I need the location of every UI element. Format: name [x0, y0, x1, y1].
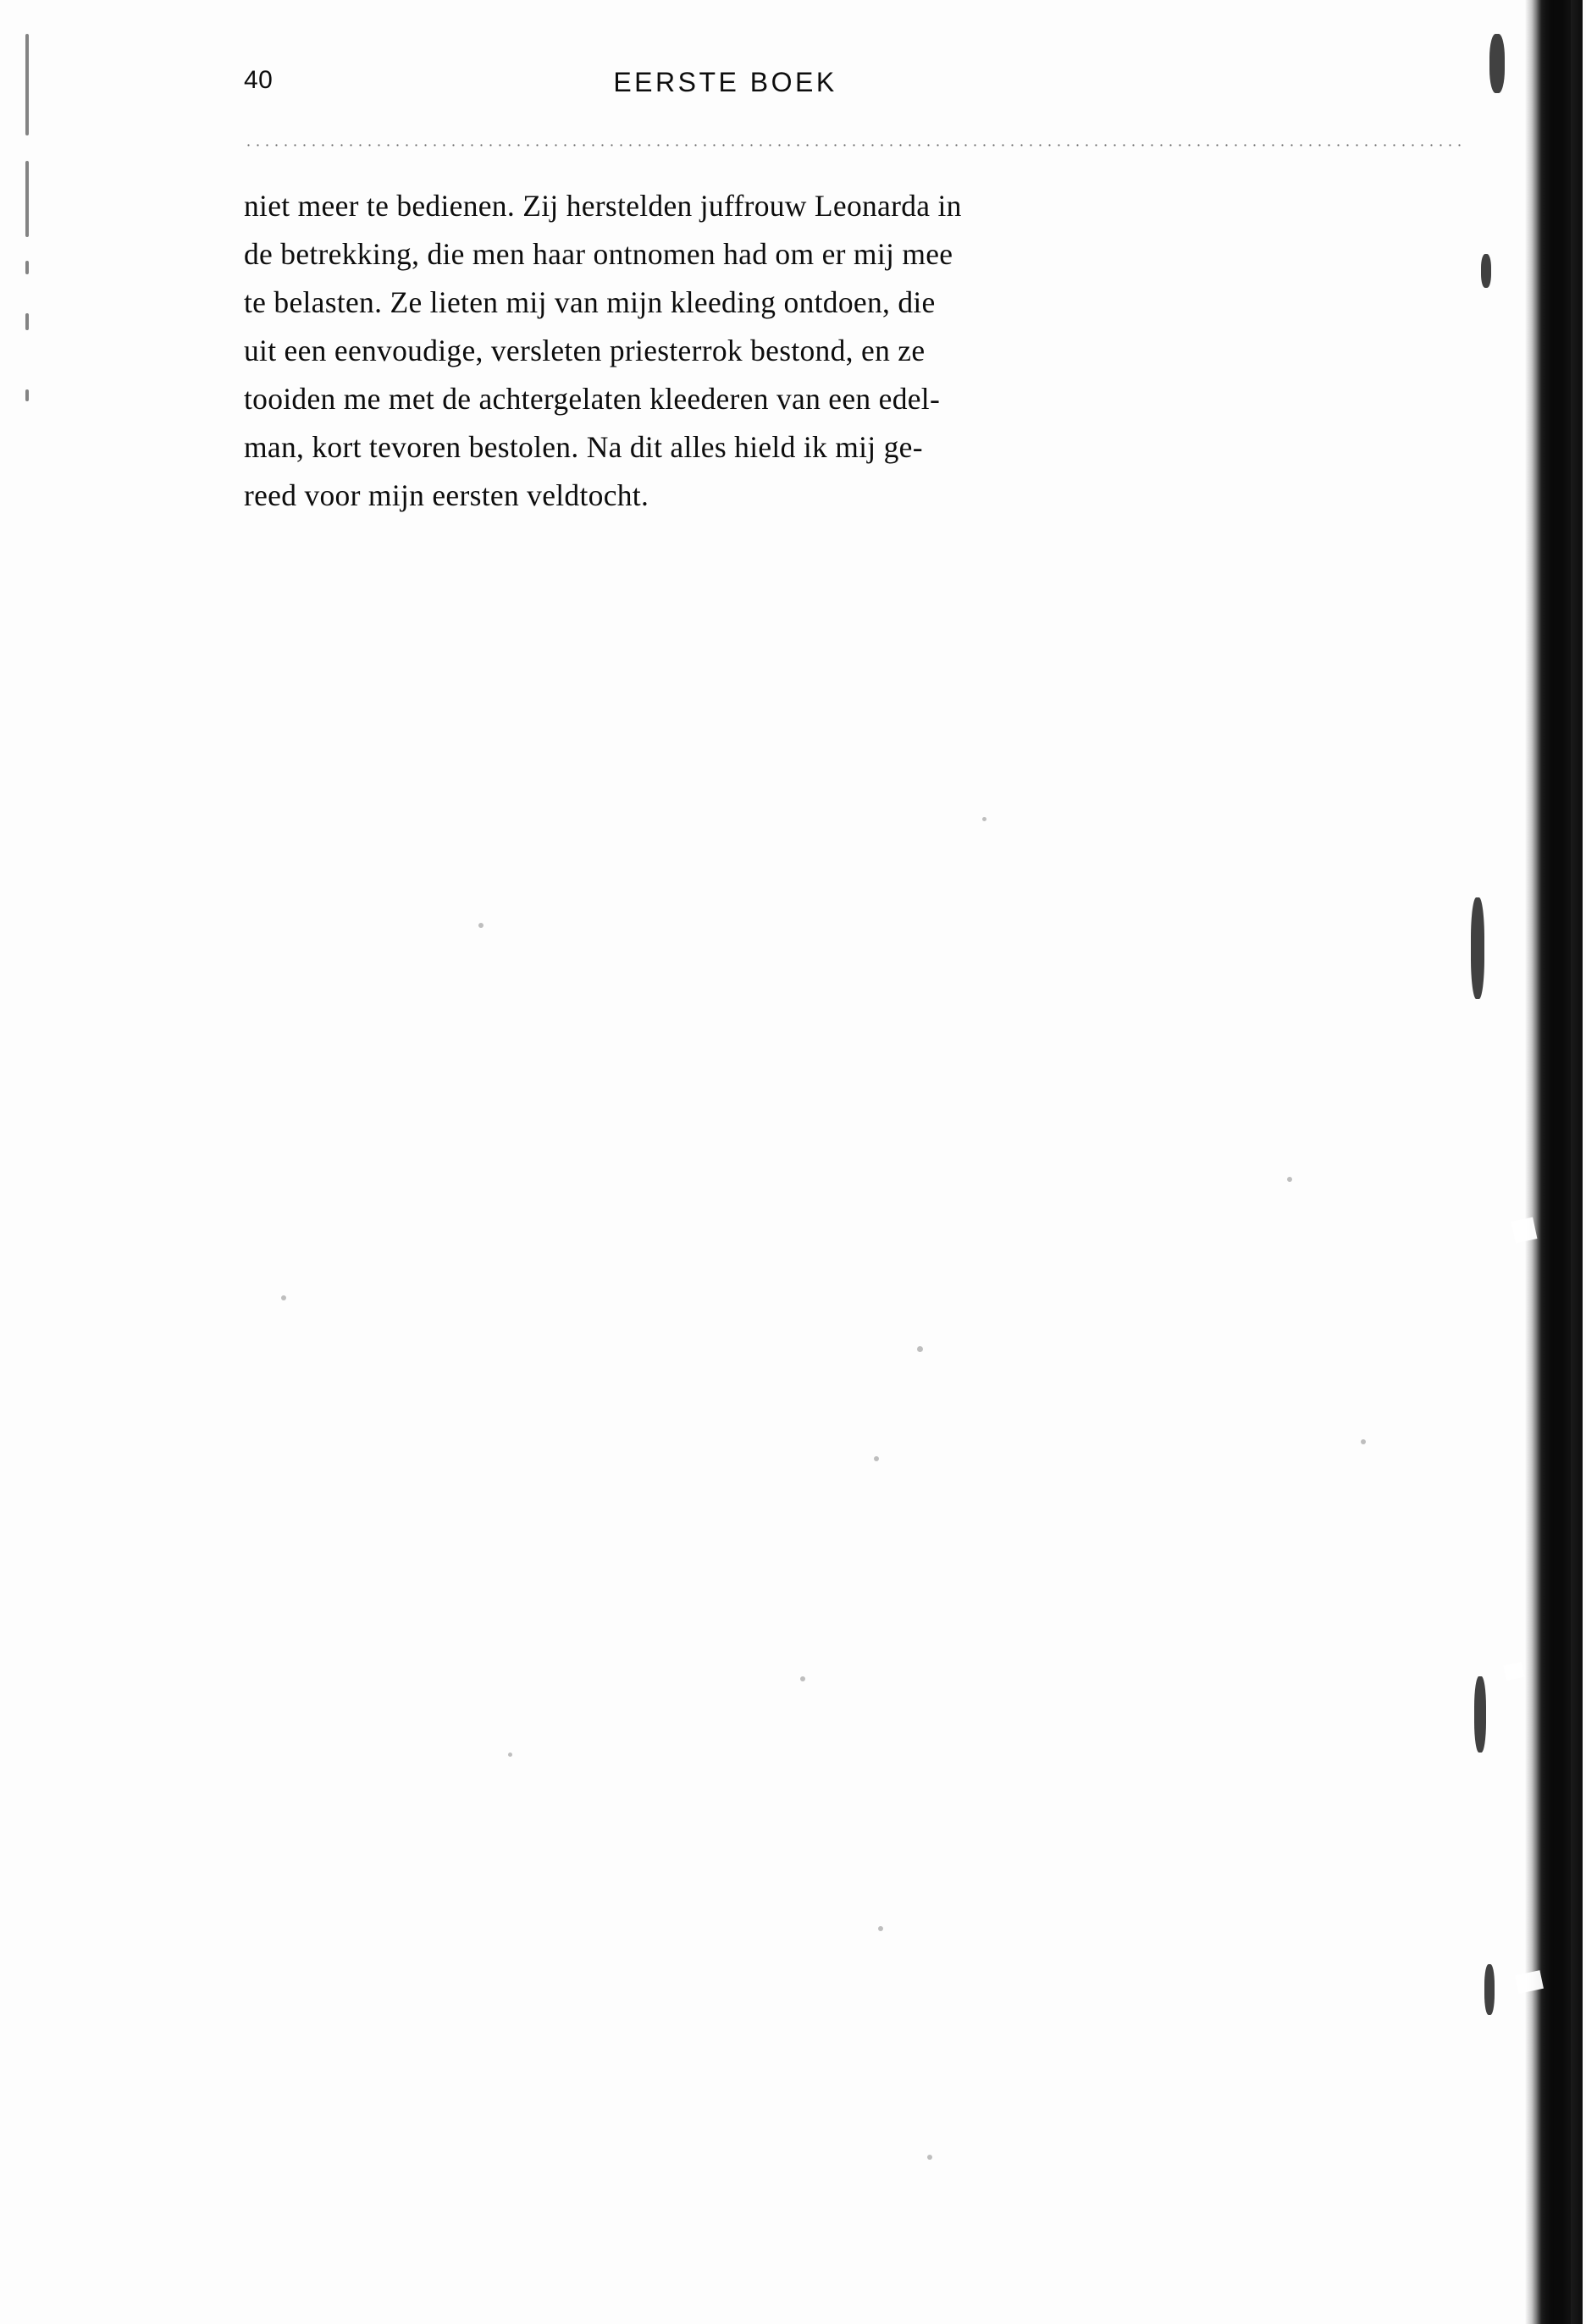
page-number: 40 — [244, 66, 274, 94]
text-line: man, kort tevoren bestolen. Na dit alles hield ik mij ge- — [244, 430, 923, 464]
text-line: de betrekking, die men haar ontnomen had om er mij mee — [244, 237, 953, 271]
text-line: reed voor mijn eersten veldtocht. — [244, 478, 649, 512]
text-line: uit een eenvoudige, versleten priesterrok bestond, en ze — [244, 334, 926, 367]
text-line: te belasten. Ze lieten mij van mijn kleeding ontdoen, die — [244, 285, 936, 319]
header-dotted-rule — [244, 144, 1463, 146]
body-paragraph — [244, 182, 1438, 520]
text-line: niet meer te bedienen. Zij herstelden juffrouw Leonarda in — [244, 189, 962, 223]
running-head — [0, 66, 1586, 108]
running-head-title: EERSTE BOEK — [613, 67, 837, 97]
scan-edge-shadow — [1459, 0, 1586, 2324]
text-line: tooiden me met de achtergelaten kleederen van een edel- — [244, 382, 941, 416]
